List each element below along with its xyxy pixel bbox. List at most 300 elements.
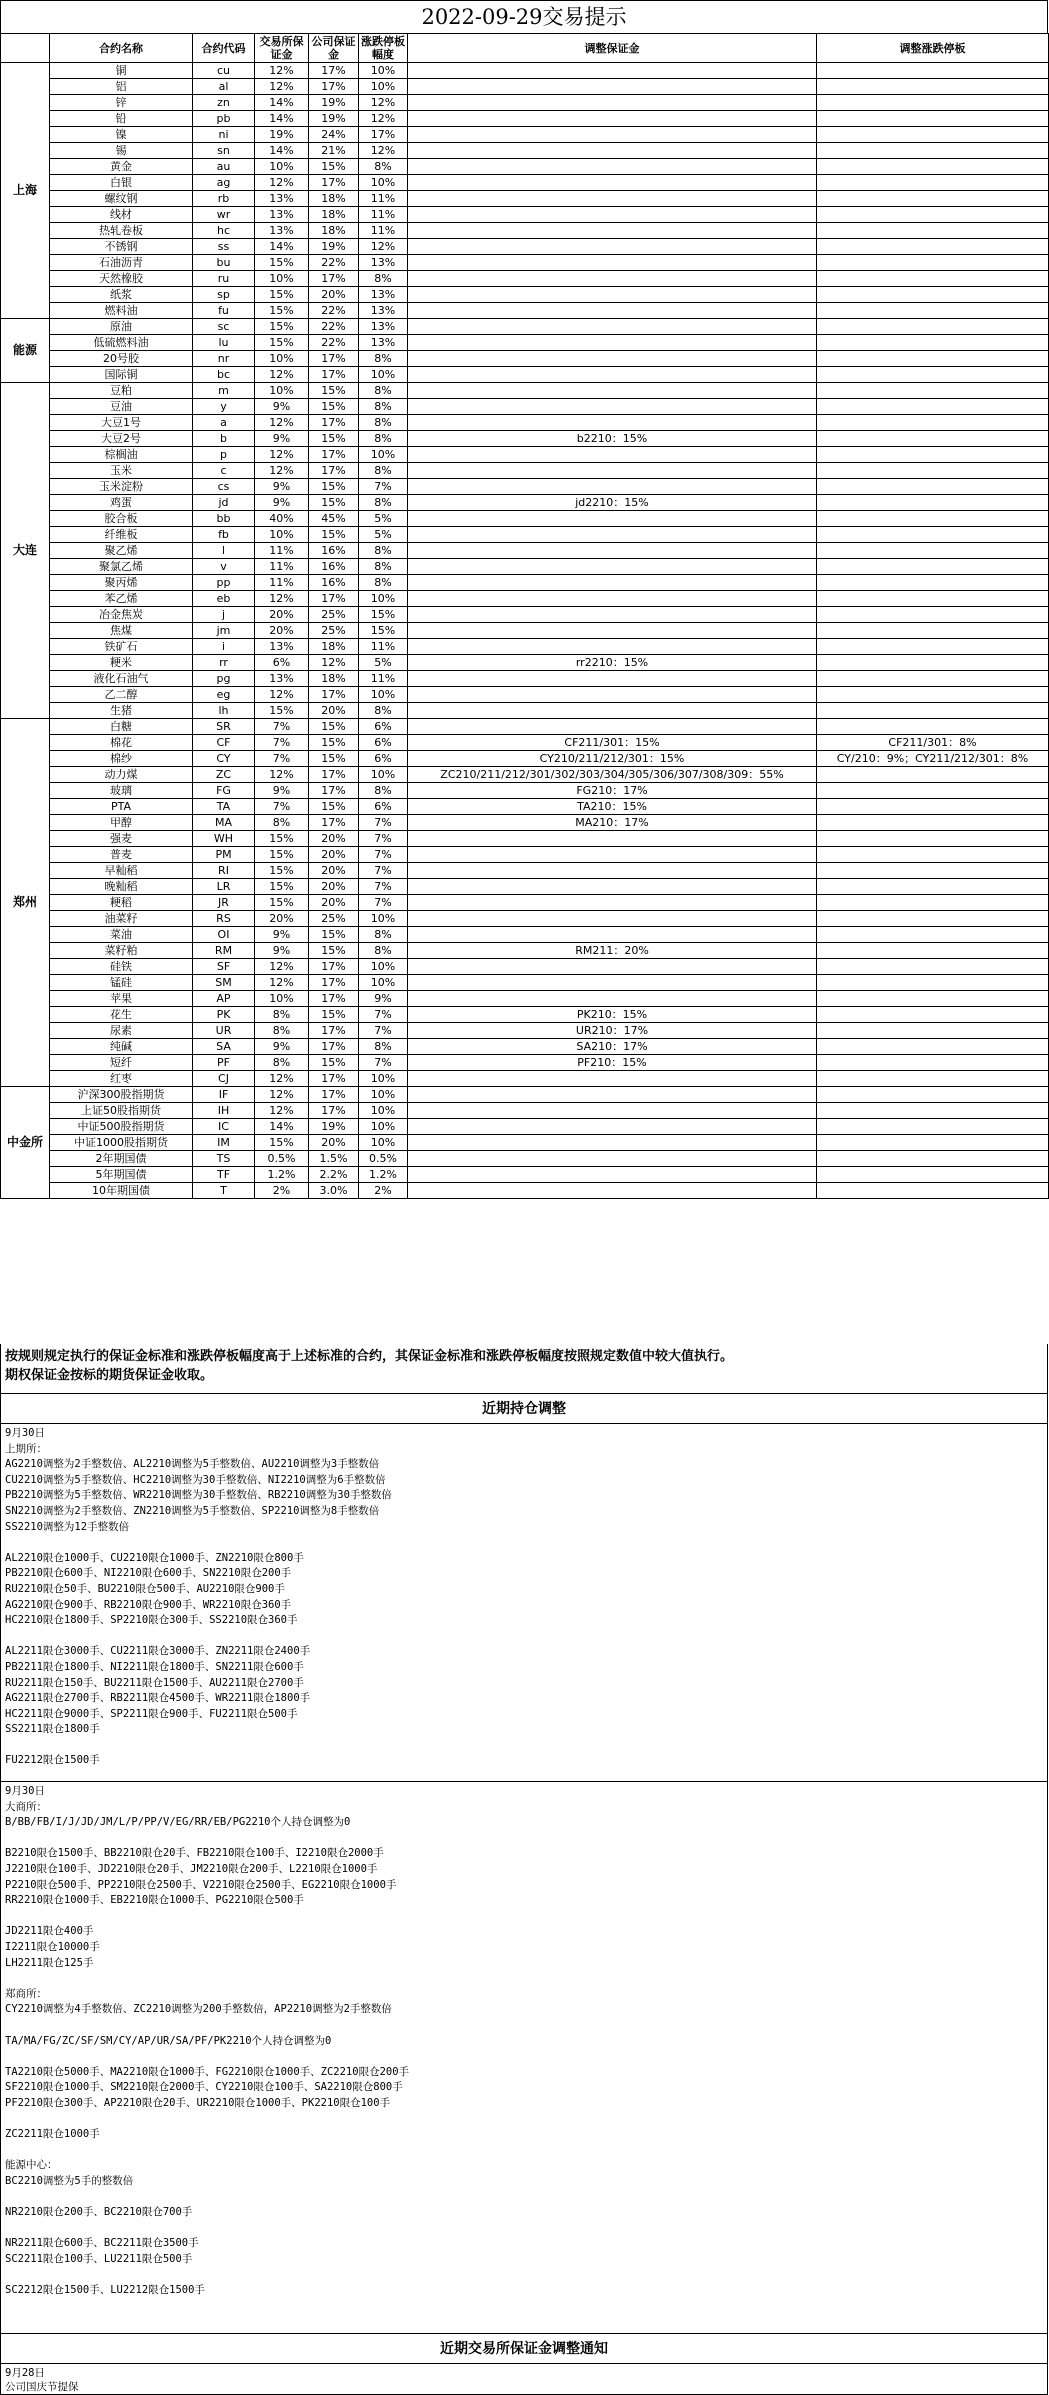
company-margin-cell: 15%: [309, 495, 359, 511]
table-row: [1, 719, 1049, 735]
adjusted-margin-cell: [408, 287, 817, 303]
table-row: [1, 879, 1049, 895]
adjusted-margin-cell: SA210：17%: [408, 1039, 817, 1055]
adjusted-margin-cell: [408, 63, 817, 79]
adjusted-margin-cell: [408, 879, 817, 895]
contract-code-cell: T: [193, 1183, 255, 1199]
contract-name-cell: 菜籽粕: [50, 943, 193, 959]
limit-cell: 10%: [359, 79, 408, 95]
contract-name-cell: 胶合板: [50, 511, 193, 527]
table-row: [1, 431, 1049, 447]
adjusted-margin-cell: b2210：15%: [408, 431, 817, 447]
contract-code-cell: nr: [193, 351, 255, 367]
exchange-margin-cell: 12%: [255, 975, 309, 991]
adjusted-margin-cell: [408, 847, 817, 863]
exchange-margin-cell: 12%: [255, 687, 309, 703]
notice-line: AL2211限仓3000手、CU2211限仓3000手、ZN2211限仓2400手: [5, 1645, 311, 1658]
exchange-margin-cell: 12%: [255, 767, 309, 783]
region-cell: 大连: [1, 383, 50, 719]
limit-cell: 8%: [359, 431, 408, 447]
contract-code-cell: y: [193, 399, 255, 415]
limit-cell: 10%: [359, 959, 408, 975]
table-row: [1, 415, 1049, 431]
table-row: [1, 799, 1049, 815]
table-row: [1, 1103, 1049, 1119]
exchange-margin-cell: 8%: [255, 1007, 309, 1023]
contract-code-cell: FG: [193, 783, 255, 799]
contract-name-cell: 铁矿石: [50, 639, 193, 655]
table-row: [1, 1119, 1049, 1135]
notice-line: J2210限仓100手、JD2210限仓20手、JM2210限仓200手、L2210限仓1000手: [5, 1862, 378, 1875]
adjusted-margin-cell: [408, 415, 817, 431]
exchange-margin-cell: 14%: [255, 239, 309, 255]
contract-code-cell: WH: [193, 831, 255, 847]
adjusted-margin-cell: [408, 127, 817, 143]
company-margin-cell: 22%: [309, 303, 359, 319]
adjusted-margin-cell: [408, 911, 817, 927]
adjusted-limit-cell: [817, 991, 1049, 1007]
company-margin-cell: 15%: [309, 1007, 359, 1023]
adjusted-limit-cell: [817, 191, 1049, 207]
company-margin-cell: 17%: [309, 783, 359, 799]
table-row: [1, 287, 1049, 303]
limit-cell: 7%: [359, 847, 408, 863]
contract-code-cell: rr: [193, 655, 255, 671]
contract-name-cell: 尿素: [50, 1023, 193, 1039]
contract-name-cell: 中证500股指期货: [50, 1119, 193, 1135]
table-row: [1, 591, 1049, 607]
exchange-margin-cell: 8%: [255, 1055, 309, 1071]
table-row: [1, 1151, 1049, 1167]
contract-code-cell: AP: [193, 991, 255, 1007]
exchange-margin-cell: 14%: [255, 1119, 309, 1135]
exchange-margin-cell: 13%: [255, 639, 309, 655]
exchange-margin-cell: 9%: [255, 783, 309, 799]
notice-line: P2210限仓500手、PP2210限仓2500手、V2210限仓2500手、EG2210限仓1000手: [5, 1878, 397, 1891]
adjusted-limit-cell: [817, 431, 1049, 447]
adjusted-limit-cell: [817, 1071, 1049, 1087]
table-row: [1, 479, 1049, 495]
contract-name-cell: 甲醇: [50, 815, 193, 831]
table-row: [1, 159, 1049, 175]
adjusted-margin-cell: [408, 479, 817, 495]
adjusted-limit-cell: [817, 143, 1049, 159]
adjusted-margin-cell: [408, 895, 817, 911]
company-margin-cell: 17%: [309, 767, 359, 783]
notice-line: JD2211限仓400手: [5, 1925, 94, 1938]
contract-code-cell: fb: [193, 527, 255, 543]
limit-cell: 12%: [359, 111, 408, 127]
margin-notice-block: [0, 2364, 1048, 2395]
company-margin-cell: 3.0%: [309, 1183, 359, 1199]
adjusted-limit-cell: [817, 783, 1049, 799]
contract-name-cell: 天然橡胶: [50, 271, 193, 287]
notice-line: AG2210调整为2手整数倍、AL2210调整为5手整数倍、AU2210调整为3手整数倍: [5, 1458, 380, 1471]
company-margin-cell: 19%: [309, 95, 359, 111]
adjusted-limit-cell: [817, 239, 1049, 255]
adjusted-limit-cell: [817, 367, 1049, 383]
adjusted-margin-cell: [408, 559, 817, 575]
limit-cell: 10%: [359, 687, 408, 703]
contract-name-cell: 白糖: [50, 719, 193, 735]
company-margin-cell: 17%: [309, 959, 359, 975]
limit-cell: 13%: [359, 319, 408, 335]
contract-name-cell: 鸡蛋: [50, 495, 193, 511]
company-margin-cell: 15%: [309, 927, 359, 943]
contract-code-cell: RS: [193, 911, 255, 927]
contract-code-cell: SF: [193, 959, 255, 975]
header-adjusted-limit: 调整涨跌停板: [817, 34, 1049, 63]
adjusted-limit-cell: [817, 463, 1049, 479]
company-margin-cell: 17%: [309, 415, 359, 431]
contract-code-cell: ni: [193, 127, 255, 143]
header-exchange-margin: 交易所保证金: [255, 34, 309, 63]
table-row: [1, 79, 1049, 95]
table-row: [1, 927, 1049, 943]
notice-line: [5, 1629, 1043, 1645]
contract-code-cell: v: [193, 559, 255, 575]
exchange-margin-cell: 15%: [255, 1135, 309, 1151]
notice-line: [5, 2267, 1043, 2283]
notice-line: PB2211限仓1800手、NI2211限仓1800手、SN2211限仓600手: [5, 1660, 304, 1673]
adjusted-margin-cell: [408, 639, 817, 655]
table-row: [1, 1007, 1049, 1023]
table-header-row: [1, 34, 1049, 63]
region-cell: 郑州: [1, 719, 50, 1087]
contract-name-cell: 锰硅: [50, 975, 193, 991]
exchange-margin-cell: 7%: [255, 735, 309, 751]
company-margin-cell: 17%: [309, 351, 359, 367]
limit-cell: 2%: [359, 1183, 408, 1199]
table-row: [1, 575, 1049, 591]
company-margin-cell: 22%: [309, 319, 359, 335]
contract-name-cell: 纯碱: [50, 1039, 193, 1055]
table-row: [1, 191, 1049, 207]
adjusted-limit-cell: CF211/301：8%: [817, 735, 1049, 751]
adjusted-margin-cell: [408, 399, 817, 415]
adjusted-margin-cell: [408, 591, 817, 607]
exchange-margin-cell: 12%: [255, 367, 309, 383]
adjusted-margin-cell: [408, 719, 817, 735]
company-margin-cell: 20%: [309, 287, 359, 303]
company-margin-cell: 20%: [309, 847, 359, 863]
adjusted-margin-cell: [408, 463, 817, 479]
adjusted-margin-cell: [408, 687, 817, 703]
exchange-margin-cell: 9%: [255, 479, 309, 495]
contract-code-cell: SR: [193, 719, 255, 735]
company-margin-cell: 18%: [309, 207, 359, 223]
table-row: [1, 511, 1049, 527]
notice-line: [5, 2221, 1043, 2237]
table-row: [1, 143, 1049, 159]
contract-name-cell: 聚丙烯: [50, 575, 193, 591]
table-row: [1, 1055, 1049, 1071]
exchange-margin-cell: 7%: [255, 799, 309, 815]
exchange-margin-cell: 10%: [255, 271, 309, 287]
notice-line: CY2210调整为4手整数倍、ZC2210调整为200手整数倍，AP2210调整为2手整数倍: [5, 2003, 392, 2016]
table-row: [1, 655, 1049, 671]
adjusted-margin-cell: [408, 335, 817, 351]
limit-cell: 10%: [359, 175, 408, 191]
limit-cell: 11%: [359, 207, 408, 223]
adjusted-margin-cell: [408, 671, 817, 687]
contract-name-cell: 硅铁: [50, 959, 193, 975]
company-margin-cell: 19%: [309, 111, 359, 127]
notice-line: AG2211限仓2700手、RB2211限仓4500手、WR2211限仓1800手: [5, 1692, 311, 1705]
contract-name-cell: 聚乙烯: [50, 543, 193, 559]
company-margin-cell: 15%: [309, 1055, 359, 1071]
limit-cell: 8%: [359, 783, 408, 799]
company-margin-cell: 17%: [309, 815, 359, 831]
exchange-margin-cell: 12%: [255, 1071, 309, 1087]
contract-name-cell: 低硫燃料油: [50, 335, 193, 351]
limit-cell: 7%: [359, 895, 408, 911]
adjusted-limit-cell: [817, 847, 1049, 863]
exchange-margin-cell: 9%: [255, 431, 309, 447]
limit-cell: 8%: [359, 463, 408, 479]
company-margin-cell: 15%: [309, 751, 359, 767]
adjusted-limit-cell: [817, 63, 1049, 79]
adjusted-limit-cell: [817, 943, 1049, 959]
notice-line: HC2210限仓1800手、SP2210限仓300手、SS2210限仓360手: [5, 1614, 298, 1627]
adjusted-margin-cell: [408, 303, 817, 319]
company-margin-cell: 24%: [309, 127, 359, 143]
adjusted-limit-cell: [817, 255, 1049, 271]
contract-name-cell: 棕榈油: [50, 447, 193, 463]
contract-code-cell: IC: [193, 1119, 255, 1135]
adjusted-limit-cell: [817, 527, 1049, 543]
company-margin-cell: 17%: [309, 447, 359, 463]
notice-line: [5, 1738, 1043, 1754]
limit-cell: 10%: [359, 447, 408, 463]
exchange-margin-cell: 6%: [255, 655, 309, 671]
contract-name-cell: 焦煤: [50, 623, 193, 639]
exchange-margin-cell: 15%: [255, 863, 309, 879]
table-row: [1, 703, 1049, 719]
contract-code-cell: LR: [193, 879, 255, 895]
contract-name-cell: 不锈钢: [50, 239, 193, 255]
exchange-margin-cell: 15%: [255, 319, 309, 335]
table-row: [1, 527, 1049, 543]
adjusted-margin-cell: [408, 95, 817, 111]
rule-note-line: 期权保证金按标的期货保证金收取。: [5, 1368, 214, 1383]
table-row: [1, 639, 1049, 655]
adjusted-limit-cell: [817, 223, 1049, 239]
exchange-margin-cell: 9%: [255, 943, 309, 959]
table-row: [1, 463, 1049, 479]
contract-name-cell: 苹果: [50, 991, 193, 1007]
notice-line: [5, 2111, 1043, 2127]
notice-line: FU2212限仓1500手: [5, 1754, 100, 1767]
contract-code-cell: al: [193, 79, 255, 95]
exchange-margin-cell: 13%: [255, 191, 309, 207]
limit-cell: 8%: [359, 383, 408, 399]
notice-line: 郑商所：: [5, 1987, 47, 2000]
company-margin-cell: 17%: [309, 991, 359, 1007]
company-margin-cell: 20%: [309, 703, 359, 719]
notice-line: SC2211限仓100手、LU2211限仓500手: [5, 2252, 193, 2265]
exchange-margin-cell: 12%: [255, 591, 309, 607]
table-row: [1, 127, 1049, 143]
rule-note-line: 按规则规定执行的保证金标准和涨跌停板幅度高于上述标准的合约，其保证金标准和涨跌停板幅度按照规定数值中较大值执行。: [5, 1349, 734, 1364]
company-margin-cell: 18%: [309, 671, 359, 687]
contract-name-cell: 10年期国债: [50, 1183, 193, 1199]
company-margin-cell: 15%: [309, 399, 359, 415]
notice-line: [5, 1831, 1043, 1847]
adjusted-limit-cell: [817, 959, 1049, 975]
exchange-margin-cell: 12%: [255, 79, 309, 95]
table-row: [1, 959, 1049, 975]
limit-cell: 8%: [359, 1039, 408, 1055]
notice-line: PB2210调整为5手整数倍、WR2210调整为30手整数倍、RB2210调整为30手整数倍: [5, 1489, 392, 1502]
notice-line: [5, 1535, 1043, 1551]
exchange-margin-cell: 8%: [255, 1023, 309, 1039]
adjusted-limit-cell: [817, 479, 1049, 495]
contract-code-cell: UR: [193, 1023, 255, 1039]
limit-cell: 8%: [359, 543, 408, 559]
adjusted-margin-cell: [408, 575, 817, 591]
notice-line: BC2210调整为5手的整数倍: [5, 2174, 134, 2187]
exchange-margin-cell: 13%: [255, 223, 309, 239]
adjusted-limit-cell: [817, 287, 1049, 303]
contract-code-cell: pb: [193, 111, 255, 127]
contract-name-cell: 镍: [50, 127, 193, 143]
company-margin-cell: 22%: [309, 335, 359, 351]
table-row: [1, 367, 1049, 383]
adjusted-limit-cell: [817, 1039, 1049, 1055]
adjusted-limit-cell: [817, 559, 1049, 575]
notice-line: RU2210限仓50手、BU2210限仓500手、AU2210限仓900手: [5, 1582, 285, 1595]
adjusted-limit-cell: [817, 1167, 1049, 1183]
adjusted-margin-cell: [408, 1087, 817, 1103]
contract-code-cell: TS: [193, 1151, 255, 1167]
contract-code-cell: PK: [193, 1007, 255, 1023]
table-row: [1, 1087, 1049, 1103]
contract-code-cell: jm: [193, 623, 255, 639]
limit-cell: 11%: [359, 223, 408, 239]
contract-code-cell: SA: [193, 1039, 255, 1055]
company-margin-cell: 1.5%: [309, 1151, 359, 1167]
company-margin-cell: 17%: [309, 687, 359, 703]
table-row: [1, 607, 1049, 623]
adjusted-margin-cell: FG210：17%: [408, 783, 817, 799]
exchange-margin-cell: 12%: [255, 447, 309, 463]
limit-cell: 6%: [359, 719, 408, 735]
adjusted-limit-cell: [817, 543, 1049, 559]
company-margin-cell: 17%: [309, 1023, 359, 1039]
contract-name-cell: 粳米: [50, 655, 193, 671]
adjusted-margin-cell: [408, 975, 817, 991]
contract-name-cell: 棉纱: [50, 751, 193, 767]
contract-name-cell: PTA: [50, 799, 193, 815]
exchange-margin-cell: 13%: [255, 207, 309, 223]
contract-code-cell: p: [193, 447, 255, 463]
limit-cell: 5%: [359, 511, 408, 527]
company-margin-cell: 20%: [309, 895, 359, 911]
adjusted-margin-cell: RM211：20%: [408, 943, 817, 959]
limit-cell: 7%: [359, 863, 408, 879]
company-margin-cell: 20%: [309, 879, 359, 895]
exchange-margin-cell: 15%: [255, 879, 309, 895]
table-body: [1, 63, 1049, 1199]
contract-code-cell: lh: [193, 703, 255, 719]
adjusted-limit-cell: [817, 351, 1049, 367]
contract-code-cell: cu: [193, 63, 255, 79]
contract-code-cell: zn: [193, 95, 255, 111]
contract-name-cell: 沪深300股指期货: [50, 1087, 193, 1103]
contract-code-cell: JR: [193, 895, 255, 911]
notice-line: 9月30日: [5, 1785, 45, 1797]
adjusted-limit-cell: [817, 111, 1049, 127]
company-margin-cell: 15%: [309, 799, 359, 815]
limit-cell: 8%: [359, 399, 408, 415]
contract-name-cell: 油菜籽: [50, 911, 193, 927]
table-row: [1, 223, 1049, 239]
adjusted-limit-cell: [817, 271, 1049, 287]
company-margin-cell: 19%: [309, 1119, 359, 1135]
adjusted-limit-cell: [817, 911, 1049, 927]
table-row: [1, 1071, 1049, 1087]
table-row: [1, 559, 1049, 575]
contract-code-cell: SM: [193, 975, 255, 991]
limit-cell: 8%: [359, 495, 408, 511]
exchange-margin-cell: 12%: [255, 63, 309, 79]
contract-name-cell: 粳稻: [50, 895, 193, 911]
contract-name-cell: 线材: [50, 207, 193, 223]
contract-code-cell: RI: [193, 863, 255, 879]
contract-code-cell: hc: [193, 223, 255, 239]
notice-line: NR2210限仓200手、BC2210限仓700手: [5, 2206, 193, 2219]
table-row: [1, 1023, 1049, 1039]
contract-code-cell: CJ: [193, 1071, 255, 1087]
notice-line: RU2211限仓150手、BU2211限仓1500手、AU2211限仓2700手: [5, 1676, 304, 1689]
adjusted-margin-cell: jd2210：15%: [408, 495, 817, 511]
adjusted-limit-cell: [817, 1007, 1049, 1023]
contract-name-cell: 聚氯乙烯: [50, 559, 193, 575]
limit-cell: 11%: [359, 671, 408, 687]
adjusted-limit-cell: [817, 671, 1049, 687]
limit-cell: 8%: [359, 943, 408, 959]
contract-name-cell: 玉米淀粉: [50, 479, 193, 495]
table-row: [1, 495, 1049, 511]
contract-name-cell: 短纤: [50, 1055, 193, 1071]
limit-cell: 10%: [359, 591, 408, 607]
company-margin-cell: 18%: [309, 639, 359, 655]
contract-code-cell: IH: [193, 1103, 255, 1119]
table-row: [1, 207, 1049, 223]
limit-cell: 10%: [359, 975, 408, 991]
adjusted-margin-cell: [408, 175, 817, 191]
adjusted-margin-cell: [408, 607, 817, 623]
company-margin-cell: 15%: [309, 159, 359, 175]
adjusted-limit-cell: [817, 687, 1049, 703]
company-margin-cell: 15%: [309, 431, 359, 447]
adjusted-limit-cell: [817, 655, 1049, 671]
adjusted-limit-cell: [817, 927, 1049, 943]
adjusted-margin-cell: [408, 1135, 817, 1151]
adjusted-limit-cell: [817, 607, 1049, 623]
adjusted-margin-cell: TA210：15%: [408, 799, 817, 815]
exchange-margin-cell: 15%: [255, 287, 309, 303]
table-row: [1, 751, 1049, 767]
contract-code-cell: ZC: [193, 767, 255, 783]
contract-code-cell: jd: [193, 495, 255, 511]
company-margin-cell: 18%: [309, 223, 359, 239]
contract-name-cell: 铅: [50, 111, 193, 127]
exchange-margin-cell: 13%: [255, 671, 309, 687]
position-block-shfe: [0, 1424, 1048, 1782]
table-row: [1, 543, 1049, 559]
